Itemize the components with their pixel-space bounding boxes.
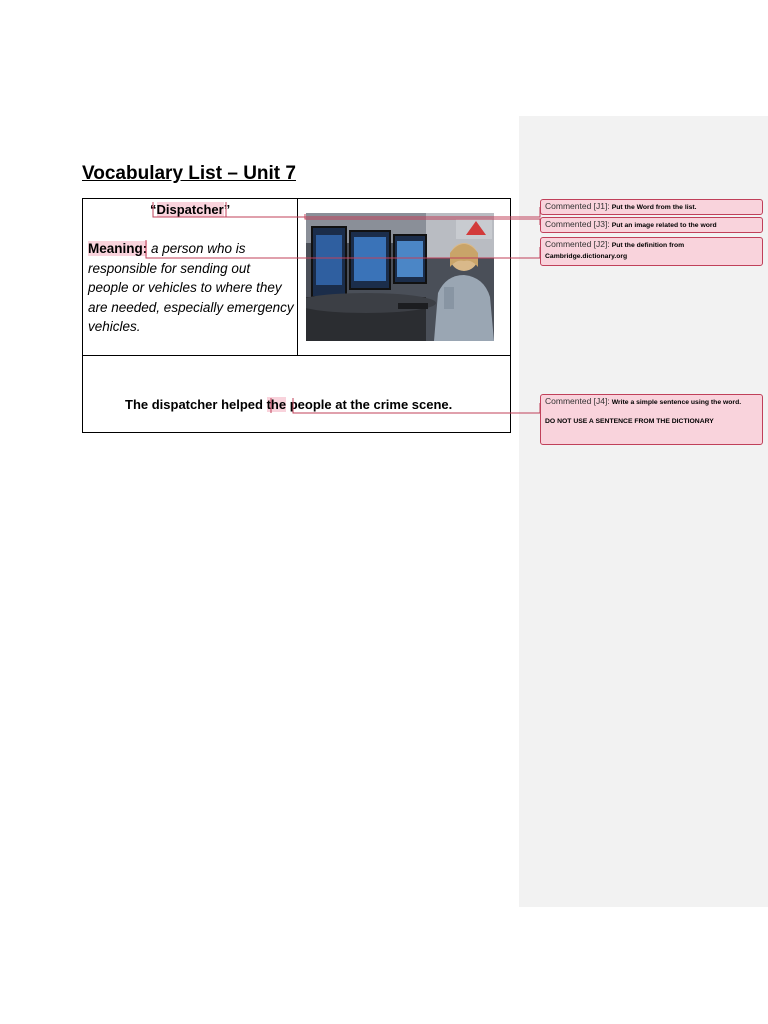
comment-margin-pane	[519, 116, 768, 907]
comment-author: Commented [J2]:	[545, 239, 610, 249]
sentence-highlight[interactable]: the	[266, 397, 287, 412]
table-row-divider	[83, 355, 510, 356]
word-open-quote: “	[150, 202, 157, 217]
vocabulary-table	[82, 198, 511, 433]
comment-body: Put the definition from Cambridge.dictionary.org	[545, 242, 685, 260]
document-title: Vocabulary List – Unit 7	[82, 163, 296, 184]
meaning-label[interactable]: Meaning:	[88, 241, 148, 256]
dispatcher-photo[interactable]	[306, 213, 494, 341]
comment-body: Put an image related to the word	[611, 222, 717, 229]
dispatcher-photo-illustration	[306, 213, 494, 341]
word-close-quote: ”	[223, 202, 231, 217]
comment-author: Commented [J3]:	[545, 219, 610, 229]
sentence-end: people at the crime scene.	[286, 397, 453, 412]
comment-author: Commented [J1]:	[545, 201, 610, 211]
table-column-divider	[297, 199, 298, 355]
meaning-text: a person who is responsible for sending out people or vehicles to where they are needed, especially emergency vehicles.	[88, 241, 294, 335]
word-highlight[interactable]: Dispatcher	[156, 202, 224, 217]
example-sentence[interactable]	[125, 397, 452, 412]
comment-body: Write a simple sentence using the word.	[611, 399, 742, 406]
comment-j1[interactable]	[540, 199, 763, 215]
comment-author: Commented [J4]:	[545, 396, 610, 406]
comment-note: DO NOT USE A SENTENCE FROM THE DICTIONARY	[545, 418, 714, 425]
sentence-start: The dispatcher helped	[125, 397, 267, 412]
meaning-paragraph[interactable]	[88, 239, 294, 337]
comment-body: Put the Word from the list.	[611, 204, 697, 211]
comment-j3[interactable]	[540, 217, 763, 233]
comment-j2[interactable]	[540, 237, 763, 266]
comment-j4[interactable]	[540, 394, 763, 445]
vocabulary-word[interactable]	[150, 202, 230, 217]
